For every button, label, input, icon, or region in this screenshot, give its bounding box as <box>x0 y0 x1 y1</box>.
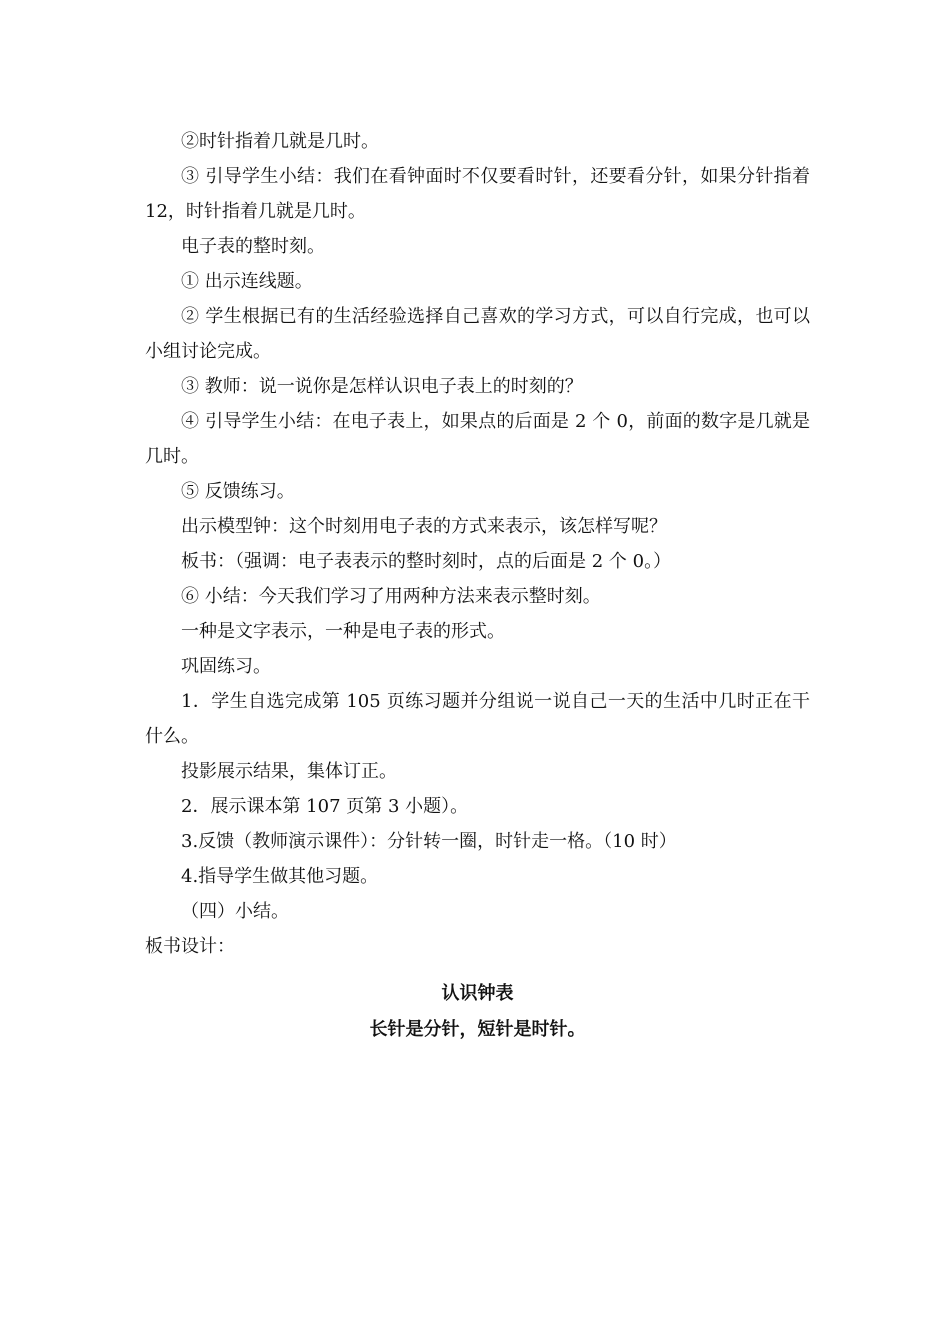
paragraph: ⑤ 反馈练习。 <box>181 481 295 502</box>
paragraph: ② 学生根据已有的生活经验选择自己喜欢的学习方式，可以自行完成，也可以小组讨论完成。 <box>145 306 810 362</box>
paragraph: 电子表的整时刻。 <box>181 236 325 257</box>
paragraph: 4.指导学生做其他习题。 <box>181 866 379 887</box>
document-body <box>145 124 810 1048</box>
paragraph: 一种是文字表示，一种是电子表的形式。 <box>181 621 505 642</box>
paragraph: ③ 引导学生小结：我们在看钟面时不仅要看时针，还要看分针，如果分针指着12，时针指着几就是几时。 <box>145 166 810 222</box>
paragraph: ③ 教师：说一说你是怎样认识电子表上的时刻的？ <box>181 376 583 397</box>
board-title: 认识钟表 <box>441 983 514 1004</box>
paragraph: ⑥ 小结：今天我们学习了用两种方法来表示整时刻。 <box>181 586 601 607</box>
paragraph: 巩固练习。 <box>181 656 271 677</box>
paragraph: ① 出示连线题。 <box>181 271 313 292</box>
paragraph: （四）小结。 <box>181 901 289 922</box>
paragraph: ②时针指着几就是几时。 <box>181 131 379 152</box>
paragraph: ④ 引导学生小结：在电子表上，如果点的后面是 2 个 0，前面的数字是几就是几时。 <box>145 411 810 467</box>
paragraph: 出示模型钟：这个时刻用电子表的方式来表示，该怎样写呢？ <box>181 516 667 537</box>
board-design <box>145 976 810 1048</box>
paragraph: 板书：（强调：电子表表示的整时刻时，点的后面是 2 个 0。） <box>181 551 672 572</box>
paragraph: 2．展示课本第 107 页第 3 小题）。 <box>181 796 469 817</box>
section-heading: 板书设计： <box>145 936 235 957</box>
board-line: 长针是分针，短针是时针。 <box>369 1019 586 1040</box>
paragraph: 投影展示结果，集体订正。 <box>181 761 397 782</box>
paragraph: 1．学生自选完成第 105 页练习题并分组说一说自己一天的生活中几时正在干什么。 <box>145 691 810 747</box>
paragraph: 3.反馈（教师演示课件）：分针转一圈，时针走一格。（10 时） <box>181 831 677 852</box>
